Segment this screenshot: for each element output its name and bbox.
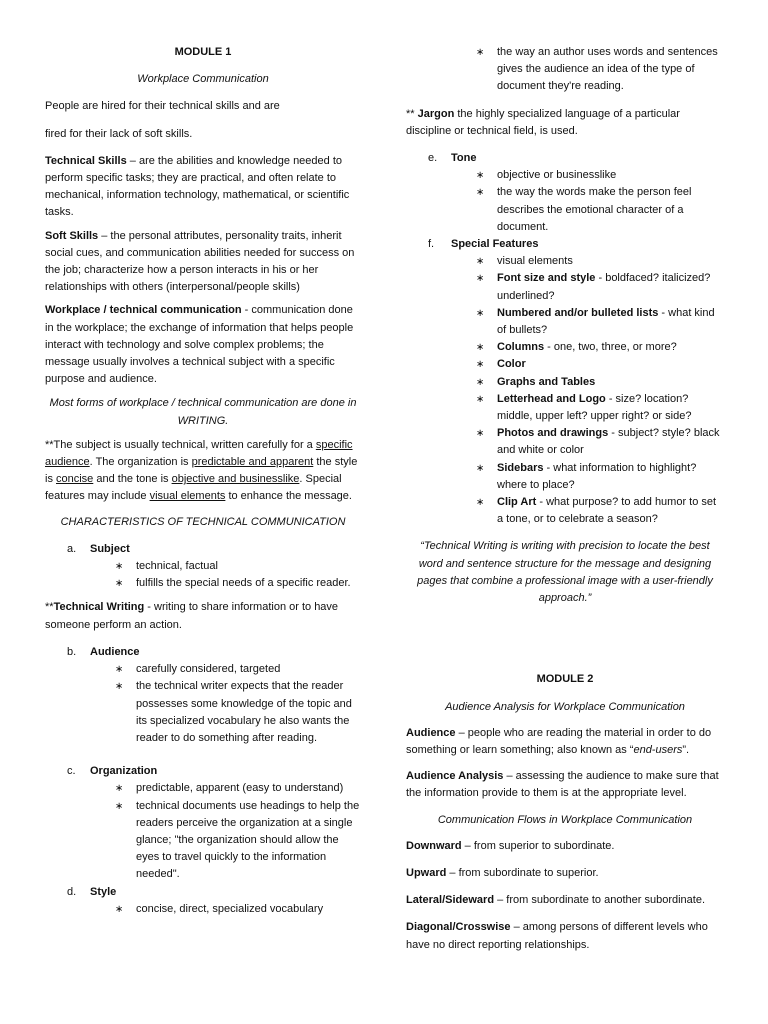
item-text: - one, two, three, or more?	[544, 341, 677, 354]
soft-skills-def	[45, 228, 361, 297]
section-label: f.	[428, 238, 435, 251]
definition: – people who are reading the material in order to do something or learn something; also known as “	[406, 726, 712, 756]
module1-title: MODULE 1	[174, 46, 232, 58]
bullet-icon: ∗	[476, 428, 485, 440]
list-item	[476, 494, 724, 528]
bullet-icon: ∗	[476, 359, 485, 371]
section-label: b.	[67, 645, 77, 658]
term: Sidebars	[497, 461, 544, 474]
technical-writing-def	[45, 599, 361, 633]
bullet-icon: ∗	[476, 342, 485, 354]
prefix: **	[45, 601, 54, 614]
special-features-bullets	[406, 253, 724, 528]
diagonal-def	[406, 919, 724, 953]
communication-flows-heading: Communication Flows in Workplace Communication	[437, 813, 693, 826]
text: and the tone is	[93, 473, 172, 486]
bullet-icon: ∗	[476, 307, 485, 319]
definition: – from superior to subordinate.	[461, 839, 615, 852]
intro-line-2: fired for their lack of soft skills.	[45, 127, 193, 140]
downward-def	[406, 838, 724, 855]
technical-writing-quote: “Technical Writing is writing with precision to locate the best word and sentence structure for the message and designing pages that combine a professional image with a user-friendly approach.”	[417, 540, 713, 605]
emphasis: end-users	[633, 743, 683, 756]
item-text: - what kind of bullets?	[497, 306, 715, 337]
item-text: carefully considered, targeted	[136, 663, 281, 676]
text: **The subject is usually technical, written carefully for a	[45, 438, 316, 451]
text: ”.	[682, 743, 690, 756]
text: the style is	[45, 456, 358, 486]
section-title: Style	[90, 885, 117, 898]
text: . Special features may include	[45, 473, 342, 503]
section-label: d.	[67, 885, 77, 898]
item-text: technical documents use headings to help the readers perceive the organization at a single glance; "the organization should allow the eyes to travel quickly to the information needed".	[136, 799, 360, 881]
underlined-term: visual elements	[149, 490, 226, 503]
bullet-icon: ∗	[476, 462, 485, 474]
item-text: - size? location? middle, upper left? upper right? or side?	[497, 392, 692, 423]
section-title: Special Features	[451, 238, 539, 251]
right-column	[406, 44, 724, 954]
list-item	[476, 167, 724, 184]
most-forms-note: Most forms of workplace / technical communication are done in WRITING.	[49, 397, 357, 427]
item-text: - subject? style? black and white or color	[497, 427, 720, 457]
item-text: concise, direct, specialized vocabulary	[136, 902, 324, 915]
list-item	[476, 184, 724, 236]
audience-bullets	[45, 661, 361, 747]
underlined-term: specific audience	[45, 438, 353, 469]
bullet-icon: ∗	[115, 578, 124, 590]
term: Technical Skills	[45, 154, 127, 167]
item-text: the technical writer expects that the reader possesses some knowledge of the topic and its specialized vocabulary he also wants the reader to do something after reading.	[136, 680, 352, 744]
definition: – from subordinate to another subordinate.	[494, 894, 706, 907]
section-organization	[45, 763, 361, 780]
term: Lateral/Sideward	[406, 894, 495, 907]
term: Downward	[406, 839, 462, 852]
section-label: a.	[67, 542, 77, 555]
section-subject	[45, 541, 361, 558]
list-item	[476, 374, 724, 391]
term: Workplace / technical communication	[45, 304, 242, 317]
text: to enhance the message.	[225, 490, 352, 503]
module2-subtitle: Audience Analysis for Workplace Communication	[445, 700, 685, 713]
term: Soft Skills	[45, 229, 99, 242]
list-item	[476, 270, 724, 304]
bullet-icon: ∗	[476, 187, 485, 199]
item-text: objective or businesslike	[497, 169, 617, 182]
definition: – assessing the audience to make sure that the information provide to them is at the appropriate level.	[406, 770, 719, 800]
bullet-icon: ∗	[115, 903, 124, 915]
lateral-def	[406, 892, 724, 909]
list-item	[476, 44, 724, 96]
term: Clip Art	[497, 496, 537, 509]
list-item	[476, 460, 724, 494]
bullet-icon: ∗	[476, 170, 485, 182]
upward-def	[406, 865, 724, 882]
bullet-icon: ∗	[115, 561, 124, 573]
bullet-icon: ∗	[115, 681, 124, 693]
list-item	[115, 798, 361, 884]
list-item	[115, 678, 361, 747]
bullet-icon: ∗	[476, 273, 485, 285]
term: Columns	[497, 341, 545, 354]
definition: - writing to share information or to have someone perform an action.	[45, 601, 339, 631]
term: Audience	[406, 726, 456, 739]
definition: – the personal attributes, personality traits, inherit social cues, and communication abilities needed for success on the job; characterize how a person interacts in his or her relationships with others (interpersonal/people skills)	[45, 229, 355, 294]
workplace-communication-def	[45, 302, 361, 388]
list-item	[476, 253, 724, 270]
section-tone	[406, 150, 724, 167]
subject-note	[45, 437, 361, 506]
term: Technical Writing	[53, 601, 145, 614]
text: . The organization is	[89, 456, 192, 469]
item-text: the way an author uses words and sentences gives the audience an idea of the type of document they're reading.	[497, 46, 718, 93]
item-text: predictable, apparent (easy to understand)	[136, 782, 344, 795]
term: Font size and style	[497, 272, 596, 285]
left-column	[45, 44, 361, 918]
bullet-icon: ∗	[115, 800, 124, 812]
section-special-features	[406, 236, 724, 253]
item-text: visual elements	[497, 255, 573, 268]
list-item	[476, 356, 724, 373]
term: Graphs and Tables	[497, 375, 596, 388]
list-item	[476, 339, 724, 356]
term: Jargon	[417, 107, 455, 120]
bullet-icon: ∗	[476, 497, 485, 509]
definition: – are the abilities and knowledge needed to perform specific tasks; they are practical, and often relate to mechanical, information technology, mathematical, or scientific tasks.	[45, 154, 350, 219]
module1-subtitle: Workplace Communication	[137, 73, 269, 86]
item-text: the way the words make the person feel describes the emotional character of a document.	[497, 186, 692, 233]
underlined-term: objective and businesslike	[171, 473, 300, 486]
section-audience	[45, 644, 361, 661]
bullet-icon: ∗	[115, 783, 124, 795]
bullet-icon: ∗	[115, 664, 124, 676]
technical-skills-def	[45, 153, 361, 222]
definition: – among persons of different levels who have no direct reporting relationships.	[406, 921, 708, 951]
item-text: - what purpose? to add humor to set a tone, or to celebrate a season?	[497, 496, 717, 526]
definition: the highly specialized language of a particular discipline or technical field, is used.	[406, 107, 680, 137]
list-item	[115, 661, 361, 678]
audience-def	[406, 725, 724, 759]
term: Audience Analysis	[406, 770, 504, 783]
style-continued-bullets	[406, 44, 724, 96]
style-bullets	[45, 901, 361, 918]
section-label: c.	[67, 765, 76, 778]
characteristics-heading: CHARACTERISTICS OF TECHNICAL COMMUNICATION	[60, 515, 346, 528]
section-title: Subject	[90, 542, 130, 555]
list-item	[476, 425, 724, 459]
term: Numbered and/or bulleted lists	[497, 306, 659, 319]
bullet-icon: ∗	[476, 393, 485, 405]
section-style	[45, 884, 361, 901]
bullet-icon: ∗	[476, 376, 485, 388]
intro-line-1: People are hired for their technical skills and are	[45, 100, 280, 113]
term: Letterhead and Logo	[497, 392, 606, 405]
section-title: Tone	[451, 152, 477, 165]
bullet-icon: ∗	[476, 256, 485, 268]
term: Color	[497, 358, 526, 371]
jargon-def	[406, 106, 724, 140]
prefix: **	[406, 107, 418, 120]
list-item	[115, 780, 361, 797]
list-item	[115, 575, 361, 592]
section-label: e.	[428, 152, 438, 165]
item-text: - what information to highlight? where to place?	[497, 461, 697, 491]
module2-title: MODULE 2	[536, 673, 594, 686]
list-item	[115, 558, 361, 575]
section-title: Organization	[90, 765, 158, 778]
item-text: fulfills the special needs of a specific reader.	[136, 577, 351, 590]
definition: - communication done in the workplace; the exchange of information that helps people interact with technology and solve complex problems; the message usually involves a technical subject with a specific purpose and audience.	[45, 304, 354, 386]
section-title: Audience	[90, 645, 140, 658]
definition: – from subordinate to superior.	[446, 866, 599, 879]
item-text: - boldfaced? italicized? underlined?	[497, 272, 711, 302]
subject-bullets	[45, 558, 361, 592]
term: Upward	[406, 866, 447, 879]
term: Diagonal/Crosswise	[406, 921, 511, 934]
list-item	[115, 901, 361, 918]
list-item	[476, 305, 724, 339]
underlined-term: concise	[56, 473, 94, 486]
audience-analysis-def	[406, 768, 724, 802]
underlined-term: predictable and apparent	[191, 456, 314, 469]
term: Photos and drawings	[497, 427, 609, 440]
bullet-icon: ∗	[476, 47, 485, 58]
list-item	[476, 391, 724, 425]
organization-bullets	[45, 780, 361, 883]
item-text: technical, factual	[136, 560, 218, 573]
tone-bullets	[406, 167, 724, 236]
